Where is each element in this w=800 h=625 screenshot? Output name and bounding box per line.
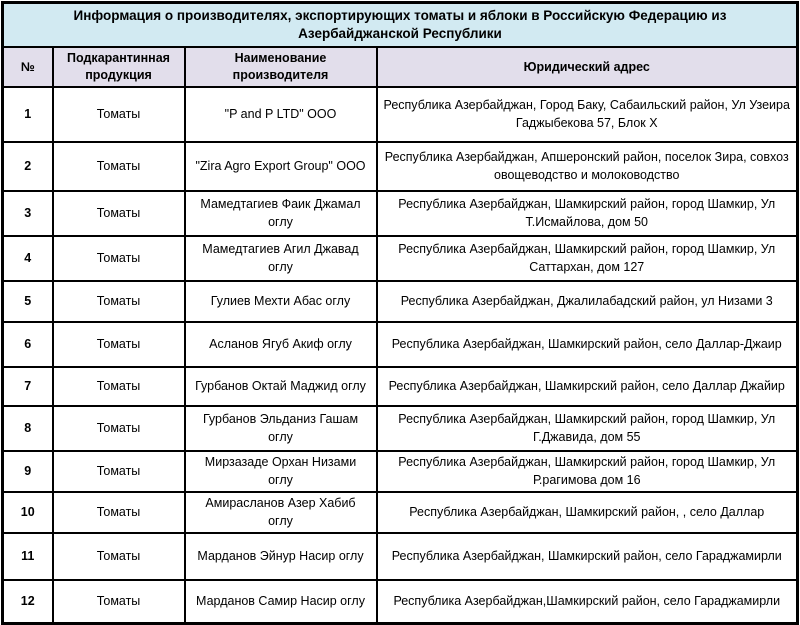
cell-row-number: 10 bbox=[3, 492, 53, 533]
producers-table bbox=[1, 1, 799, 625]
cell-producer-name: Мамедтагиев Агил Джавад оглу bbox=[185, 236, 377, 281]
cell-product: Томаты bbox=[53, 451, 185, 492]
table-row bbox=[3, 87, 798, 142]
column-header-producer: Наименование производителя bbox=[185, 47, 377, 87]
cell-product: Томаты bbox=[53, 406, 185, 451]
cell-legal-address: Республика Азербайджан, Город Баку, Сабаильский район, Ул Узеира Гаджыбекова 57, Блок X bbox=[377, 87, 798, 142]
cell-legal-address: Республика Азербайджан, Апшеронский район, поселок Зира, совхоз овощеводство и молоководство bbox=[377, 142, 798, 191]
cell-producer-name: Амирасланов Азер Хабиб оглу bbox=[185, 492, 377, 533]
cell-row-number: 4 bbox=[3, 236, 53, 281]
cell-legal-address: Республика Азербайджан, Шамкирский район, село Гараджамирли bbox=[377, 533, 798, 580]
cell-producer-name: Марданов Эйнур Насир оглу bbox=[185, 533, 377, 580]
cell-legal-address: Республика Азербайджан, Шамкирский район, город Шамкир, Ул Т.Исмайлова, дом 50 bbox=[377, 191, 798, 236]
cell-row-number: 9 bbox=[3, 451, 53, 492]
document-page bbox=[0, 1, 800, 608]
cell-product: Томаты bbox=[53, 87, 185, 142]
cell-producer-name: Гурбанов Эльданиз Гашам оглу bbox=[185, 406, 377, 451]
cell-product: Томаты bbox=[53, 142, 185, 191]
cell-producer-name: Гурбанов Октай Маджид оглу bbox=[185, 367, 377, 406]
table-row bbox=[3, 142, 798, 191]
table-row bbox=[3, 533, 798, 580]
cell-row-number: 8 bbox=[3, 406, 53, 451]
table-row bbox=[3, 281, 798, 322]
cell-legal-address: Республика Азербайджан, Шамкирский район, село Даллар-Джаир bbox=[377, 322, 798, 367]
cell-product: Томаты bbox=[53, 580, 185, 623]
table-row bbox=[3, 367, 798, 406]
table-row bbox=[3, 236, 798, 281]
cell-legal-address: Республика Азербайджан, Шамкирский район, город Шамкир, Ул Г.Джавида, дом 55 bbox=[377, 406, 798, 451]
table-row bbox=[3, 191, 798, 236]
cell-product: Томаты bbox=[53, 492, 185, 533]
cell-legal-address: Республика Азербайджан, Шамкирский район, город Шамкир, Ул Р.рагимова дом 16 bbox=[377, 451, 798, 492]
cell-row-number: 3 bbox=[3, 191, 53, 236]
cell-producer-name: Мирзазаде Орхан Низами оглу bbox=[185, 451, 377, 492]
table-row bbox=[3, 492, 798, 533]
table-row bbox=[3, 406, 798, 451]
column-header-number: № bbox=[3, 47, 53, 87]
table-row bbox=[3, 322, 798, 367]
cell-producer-name: "P and P LTD" ООО bbox=[185, 87, 377, 142]
table-row bbox=[3, 580, 798, 623]
column-header-address: Юридический адрес bbox=[377, 47, 798, 87]
table-header-row bbox=[3, 47, 798, 87]
cell-product: Томаты bbox=[53, 367, 185, 406]
cell-row-number: 1 bbox=[3, 87, 53, 142]
cell-legal-address: Республика Азербайджан, Шамкирский район, , село Даллар bbox=[377, 492, 798, 533]
cell-producer-name: Асланов Ягуб Акиф оглу bbox=[185, 322, 377, 367]
cell-legal-address: Республика Азербайджан,Шамкирский район, село Гараджамирли bbox=[377, 580, 798, 623]
table-title-row bbox=[3, 3, 798, 48]
cell-row-number: 6 bbox=[3, 322, 53, 367]
cell-product: Томаты bbox=[53, 236, 185, 281]
cell-product: Томаты bbox=[53, 191, 185, 236]
table-row bbox=[3, 451, 798, 492]
cell-product: Томаты bbox=[53, 533, 185, 580]
cell-legal-address: Республика Азербайджан, Джалилабадский район, ул Низами 3 bbox=[377, 281, 798, 322]
cell-row-number: 5 bbox=[3, 281, 53, 322]
table-body bbox=[3, 87, 798, 623]
cell-legal-address: Республика Азербайджан, Шамкирский район, село Даллар Джайир bbox=[377, 367, 798, 406]
cell-product: Томаты bbox=[53, 281, 185, 322]
cell-producer-name: Мамедтагиев Фаик Джамал оглу bbox=[185, 191, 377, 236]
cell-legal-address: Республика Азербайджан, Шамкирский район, город Шамкир, Ул Саттархан, дом 127 bbox=[377, 236, 798, 281]
cell-row-number: 7 bbox=[3, 367, 53, 406]
cell-product: Томаты bbox=[53, 322, 185, 367]
cell-row-number: 12 bbox=[3, 580, 53, 623]
cell-row-number: 11 bbox=[3, 533, 53, 580]
cell-producer-name: "Zira Agro Export Group" ООО bbox=[185, 142, 377, 191]
table-title: Информация о производителях, экспортирующих томаты и яблоки в Российскую Федерацию из Азербайджанской Республики bbox=[3, 3, 798, 48]
cell-producer-name: Гулиев Мехти Абас оглу bbox=[185, 281, 377, 322]
column-header-product: Подкарантинная продукция bbox=[53, 47, 185, 87]
table-head bbox=[3, 3, 798, 88]
cell-row-number: 2 bbox=[3, 142, 53, 191]
cell-producer-name: Марданов Самир Насир оглу bbox=[185, 580, 377, 623]
